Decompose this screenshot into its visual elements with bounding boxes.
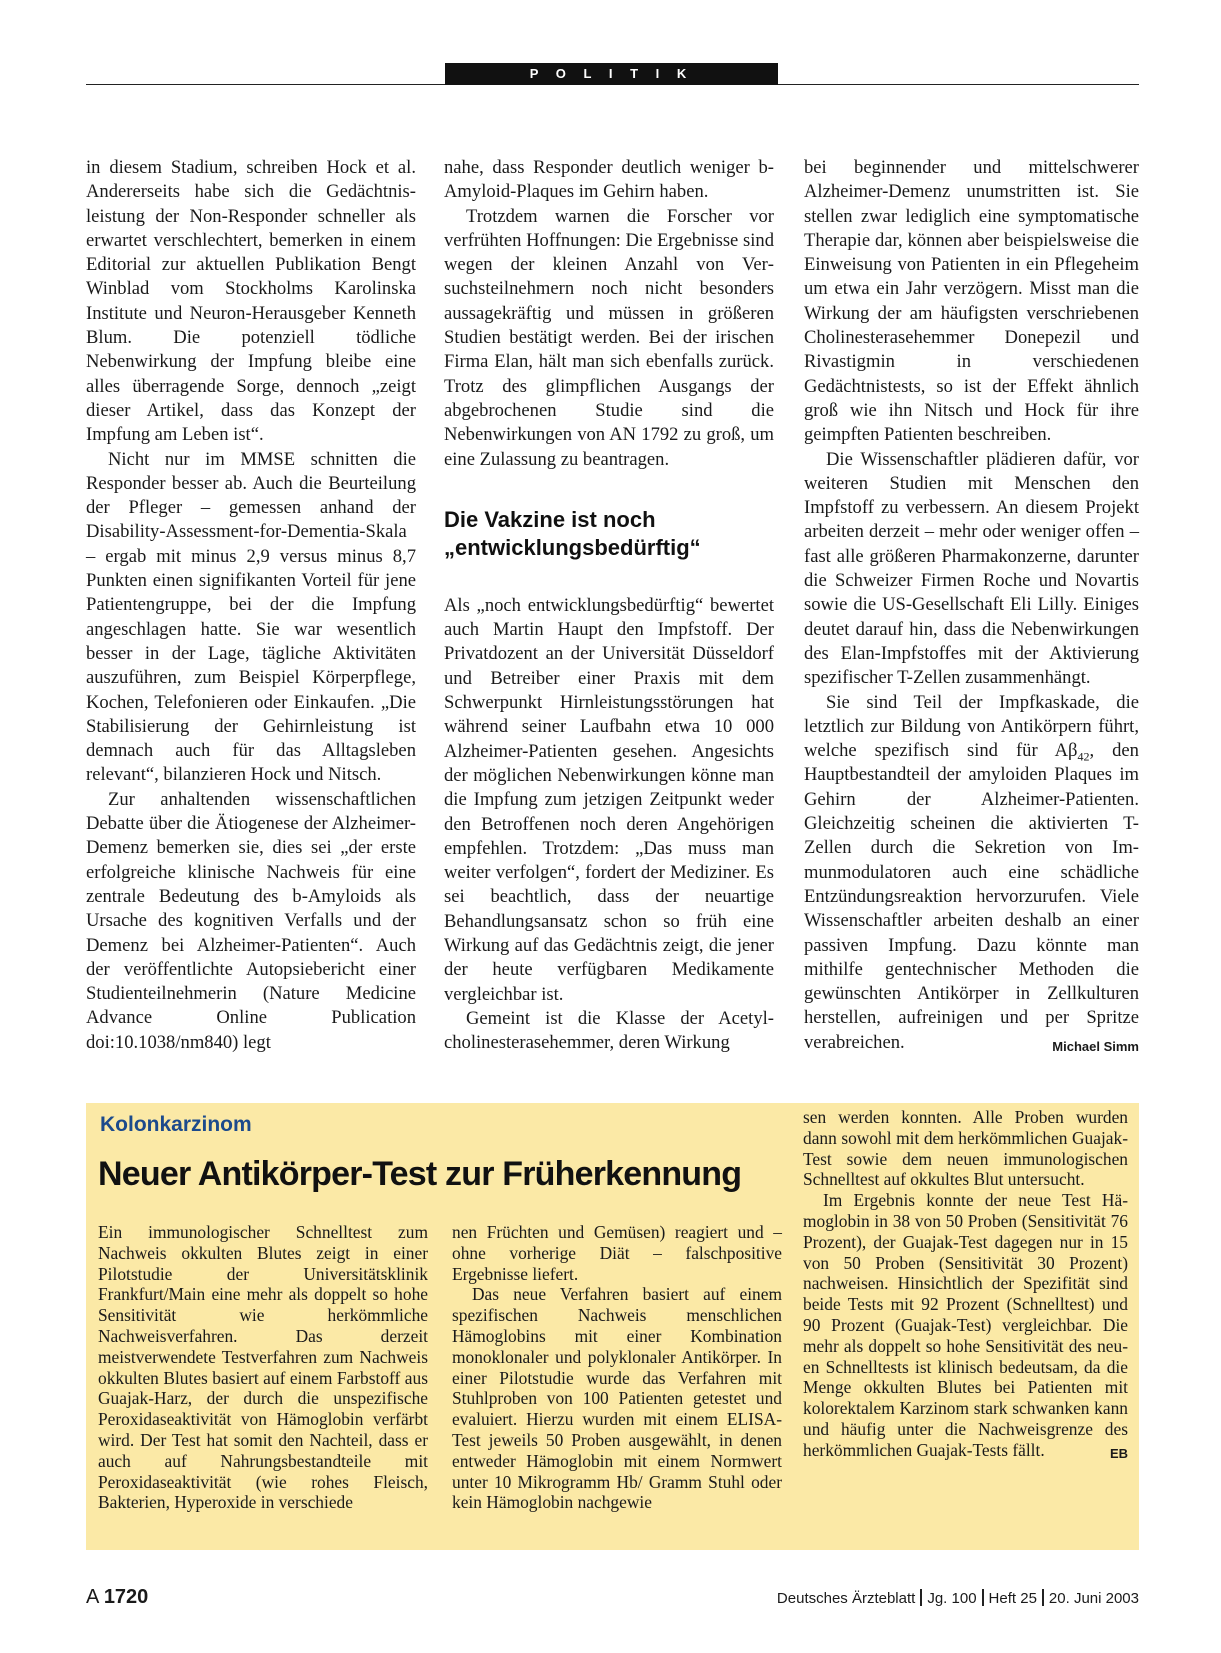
paragraph: Trotzdem warnen die Forscher vor verfrühten Hoffnungen: Die Ergebnisse sind wegen der kleinen Anzahl von Versuchsteilnehmern noch nicht besonders aussagekräftig und müssen in größeren Studien bestätigt werden. Bei der irischen Firma Elan, hält man sich ebenfalls zurück. Trotz des glimpflichen Ausgangs der abgebrochenen Studie sind die Nebenwirkungen von AN 1792 zu groß, um eine Zulassung zu beantragen. [444,205,774,470]
paragraph-text: , den Hauptbestandteil der amyloiden Plaques im Gehirn der Alzheimer-Patienten. Gleichzeitig scheinen die aktivierten T-Zellen durch die Sekretion von Immunmodulatoren auch eine schädliche Entzündungsreaktion hervorzurufen. Viele Wissenschaftler arbeiten deshalb an einer passiven Impfung. Dazu könnte man mithilfe gentechnischer Methoden die gewünschten Antikörper in Zellkulturen herstellen, aufreinigen und per Spritze verabreichen. [804,740,1139,1053]
paragraph: Das neue Verfahren basiert auf einem spezifischen Nachweis menschlichen Hämoglobins mit einer Kombination monoklonaler und polyklonaler Antikörper. In einer Pilotstudie wurde das Verfahren mit Stuhlproben von 100 Patienten getestet und evaluiert. Hierzu wurden mit einem ELISA-Test jeweils 50 Proben ausgewählt, in denen entweder Hämoglobin mit einem Normwert unter 10 Mikrogramm Hb/ Gramm Stuhl oder kein Hämoglobin nachgewie [452,1284,782,1513]
paragraph: Als „noch entwicklungsbedürftig“ bewertet auch Martin Haupt den Impfstoff. Der Privatdozent an der Universität Düsseldorf und Betreiber einer Praxis mit dem Schwerpunkt Hirnleistungsstörungen hat während seiner Laufbahn etwa 10 000 Alzheimer-Patienten gesehen. Angesichts der möglichen Nebenwirkungen könne man die Impfung zum jetzigen Zeitpunkt weder den Betroffenen noch deren Angehörigen empfehlen. Trotzdem: „Das muss man weiter verfolgen“, fordert der Mediziner. Es sei beachtlich, dass der neuartige Behandlungsansatz schon so früh eine Wirkung auf das Gedächtnis zeigt, die jener der heute verfügbaren Medikamente vergleichbar ist. [444,594,774,1005]
page-number-value: 1720 [103,1586,149,1608]
article-column-2 [444,156,774,1056]
paragraph-text: Sie sind Teil der Impfkaskade, die letztlich zur Bildung von Antikörpern führt, welche spezifisch sind für Aβ [804,691,1139,762]
divider [920,1589,922,1606]
paragraph: nen Früchten und Gemüsen) reagiert und – ohne vorherige Diät – falschpositive Ergebnisse liefert. [452,1222,782,1284]
box-column-3 [803,1107,1128,1465]
paragraph: Gemeint ist die Klasse der Acetylcholinesterasehemmer, deren Wirkung [444,1007,774,1054]
box-column-1 [98,1222,428,1513]
subheading-line-2: „entwicklungsbedürftig“ [444,534,701,560]
divider [1042,1589,1044,1606]
paragraph: Ein immunologischer Schnelltest zum Nachweis okkulten Blutes zeigt in einer Pilotstudie der Universitätsklinik Frankfurt/Main eine mehr als doppelt so hohe Sensitivität wie herkömmliche Nachweisverfahren. Das derzeit meistverwendete Testverfahren zum Nachweis okkulten Blutes basiert auf einem Farbstoff aus Guajak-Harz, der durch die unspezifische Peroxidaseaktivität von Hämoglobin verfärbt wird. Der Test hat somit den Nachteil, dass er auch auf Nahrungsbestandteile mit Peroxidaseaktivität (wie rohes Fleisch, Bakterien, Hyperoxide in verschiede [98,1222,428,1513]
issue-date: 20. Juni 2003 [1048,1590,1139,1607]
article-column-3 [804,156,1139,1059]
box-column-2 [452,1222,782,1513]
subscript: 42 [1077,749,1090,764]
paragraph: nahe, dass Responder deutlich weniger b-Amyloid-Plaques im Gehirn haben. [444,157,774,203]
page-prefix: A [86,1586,99,1608]
box-author: EB [1109,1445,1128,1461]
subheading [444,506,774,562]
paragraph: bei beginnender und mittelschwerer Alzheimer-Demenz unumstritten ist. Sie stellen zwar lediglich eine symptomatische Therapie dar, können aber beispielsweise die Einweisung von Patienten in ein Pflegeheim um etwa ein Jahr verzögern. Misst man die Wirkung der am häufigsten verschriebenen Cholinesterasehemmer Donepezil und Rivastigmin in verschiedenen Gedächtnistests, so ist der Effekt ähnlich groß wie ihn Nitsch und Hock für ihre geimpften Patienten beschreiben. [804,157,1139,446]
box-title: Neuer Antikörper-Test zur Früherkennung [98,1155,742,1193]
article-column-1 [86,156,416,1055]
subheading-line-1: Die Vakzine ist noch [444,506,656,532]
footer-citation [777,1589,1139,1607]
section-label: P O L I T I K [445,63,778,85]
divider [982,1589,984,1606]
info-box [86,1103,1139,1550]
box-kicker: Kolonkarzinom [100,1113,252,1136]
author-signature: Michael Simm [1052,1038,1139,1054]
paragraph: sen werden konnten. Alle Proben wurden dann sowohl mit dem herkömmlichen Guajak-Test sowie dem neuen immunologischen Schnelltest auf okkultes Blut untersucht. [803,1107,1128,1190]
issue: Heft 25 [988,1590,1037,1607]
paragraph: in diesem Stadium, schreiben Hock et al. Andererseits habe sich die Gedächtnisleistung der Non-Responder schneller als erwartet verschlechtert, bemerken in einem Editorial zur aktuellen Publikation Bengt Winblad vom Stockholms Karolinska Institute und Neuron-Herausgeber Kenneth Blum. Die potenziell tödliche Nebenwirkung der Impfung bleibe eine alles überragende Sorge, dennoch „zeigt dieser Artikel, dass das Konzept der Impfung am Leben ist“. [86,157,416,446]
paragraph: Zur anhaltenden wissenschaftlichen Debatte über die Ätiogenese der Alzheimer-Demenz bemerken sie, dies sei „der erste erfolgreiche klinische Nachweis für eine zentrale Bedeutung des b-Amyloids als Ursache des kognitiven Verfalls und der Demenz bei Alzheimer-Patienten“. Auch der veröffentlichte Autopsiebericht einer Studienteilnehmerin (Nature Medicine Advance Online Publication doi:10.1038/nm840) legt [86,788,416,1053]
paragraph: Die Wissenschaftler plädieren dafür, vor weiteren Studien mit Menschen den Impfstoff zu verbessern. An diesem Projekt arbeiten derzeit – mehr oder weniger offen – fast alle größeren Pharmakonzerne, darunter die Schweizer Firmen Roche und Novartis sowie die US-Gesellschaft Eli Lilly. Einiges deutet darauf hin, dass die Nebenwirkungen des Elan-Impfstoffes mit der Aktivierung spezifischer T-Zellen zusammenhängt. [804,448,1139,689]
paragraph: Nicht nur im MMSE schnitten die Responder besser ab. Auch die Beurteilung der Pfleger – gemessen anhand der Disability-Assessment-for-Dementia-Skala – ergab mit minus 2,9 versus minus 8,7 Punkten einen signifikanten Vorteil für jene Patientengruppe, bei der die Impfung angeschlagen hatte. Sie war wesentlich besser in der Lage, tägliche Aktivitäten auszuführen, zum Beispiel Körperpflege, Kochen, Telefonieren oder Einkaufen. „Die Stabilisierung der Gehirnleistung ist demnach auch für das Alltagsleben relevant“, bilanzieren Hock und Nitsch. [86,448,416,786]
paragraph [803,1190,1128,1460]
journal-name: Deutsches Ärzteblatt [776,1590,916,1607]
page-number [86,1586,148,1609]
paragraph [804,691,1139,1055]
volume: Jg. 100 [927,1590,977,1607]
paragraph-text: Im Ergebnis konnte der neue Test Hämoglobin in 38 von 50 Proben (Sensitivität 76 Prozent), der Guajak-Test dagegen nur in 15 von 50 Proben (Sensitivität 30 Prozent) nachweisen. Hinsichtlich der Spezifität sind beide Tests mit 92 Prozent (Schnelltest) und 90 Prozent (Guajak-Test) vergleichbar. Die mehr als doppelt so hohe Sensitivität des neuen Schnelltests ist klinisch bedeutsam, da die Menge okkulten Blutes bei Patienten mit kolorektalem Karzinom stark schwanken kann und häufig unter die Nachweisgrenze des herkömmlichen Guajak-Tests fällt. [803,1190,1128,1460]
